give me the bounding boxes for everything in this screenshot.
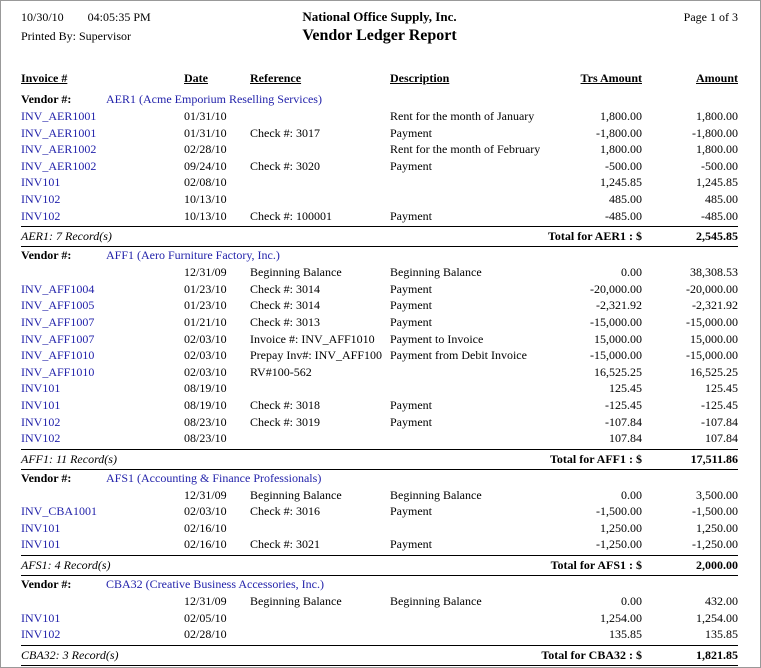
- invoice-link: [21, 264, 184, 281]
- total-label: Total for CBA32 : $: [541, 647, 642, 662]
- cell-trs-amount: 1,800.00: [600, 109, 642, 123]
- invoice-link[interactable]: INV102: [21, 627, 61, 642]
- table-row: [21, 593, 738, 610]
- cell-amount: 432.00: [705, 594, 738, 609]
- total-amount: 17,511.86: [690, 451, 738, 466]
- cell-reference: Check #: 3013: [250, 314, 320, 329]
- cell-date: 02/16/10: [184, 520, 227, 535]
- cell-description: Payment: [390, 504, 432, 519]
- cell-description: Payment: [390, 125, 432, 140]
- invoice-link[interactable]: INV_AFF1007: [21, 331, 95, 346]
- cell-trs-amount: 16,525.25: [594, 364, 642, 379]
- cell-amount: -15,000.00: [686, 314, 738, 329]
- cell-amount: -20,000.00: [686, 281, 738, 296]
- cell-date: 01/23/10: [184, 281, 227, 296]
- cell-date: 02/03/10: [184, 504, 227, 519]
- table-row: [21, 331, 738, 348]
- cell-description: Payment to Invoice: [390, 331, 484, 346]
- cell-trs-amount: 485.00: [609, 191, 642, 206]
- cell-trs-amount: -125.45: [605, 397, 642, 412]
- cell-description: Beginning Balance: [390, 594, 482, 609]
- vendor-name-link[interactable]: CBA32 (Creative Business Accessories, Inc.): [106, 577, 324, 592]
- cell-date: 02/03/10: [184, 331, 227, 346]
- table-row: [21, 503, 738, 520]
- cell-trs-amount: -20,000.00: [590, 281, 642, 296]
- cell-trs-amount: -15,000.00: [590, 348, 642, 363]
- invoice-link[interactable]: INV_AER1002: [21, 142, 97, 157]
- record-count: AER1: 7 Record(s): [21, 229, 112, 244]
- invoice-link[interactable]: INV102: [21, 191, 61, 206]
- table-row: [21, 430, 738, 447]
- table-row: [21, 380, 738, 397]
- table-row: [21, 414, 738, 431]
- table-row: [21, 364, 738, 381]
- cell-amount: -1,500.00: [692, 504, 738, 519]
- total-amount: 2,000.00: [696, 558, 738, 573]
- cell-reference: Invoice #: INV_AFF1010: [250, 331, 375, 346]
- table-row: [21, 536, 738, 553]
- cell-trs-amount: 15,000.00: [594, 331, 642, 346]
- total-label: Total for AFS1 : $: [550, 558, 642, 573]
- invoice-link[interactable]: INV101: [21, 610, 61, 625]
- invoice-link[interactable]: INV101: [21, 175, 61, 190]
- cell-trs-amount: -1,250.00: [596, 537, 642, 552]
- cell-description: [390, 610, 540, 627]
- cell-date: 08/19/10: [184, 397, 227, 412]
- total-label: Total for AFF1 : $: [550, 451, 642, 466]
- cell-date: 08/23/10: [184, 414, 227, 429]
- record-count: CBA32: 3 Record(s): [21, 647, 119, 662]
- cell-trs-amount: -1,500.00: [596, 504, 642, 519]
- cell-date: 02/05/10: [184, 610, 227, 625]
- table-row: [21, 314, 738, 331]
- cell-description: Payment: [390, 397, 432, 412]
- cell-description: [390, 626, 540, 643]
- cell-description: Payment from Debit Invoice: [390, 348, 527, 363]
- vendor-name-link[interactable]: AFS1 (Accounting & Finance Professionals): [106, 470, 322, 485]
- cell-amount: 38,308.53: [690, 265, 738, 280]
- table-row: [21, 108, 738, 125]
- printed-by: Printed By: Supervisor: [21, 29, 131, 43]
- vendor-number-label: Vendor #:: [21, 92, 72, 106]
- cell-trs-amount: -15,000.00: [590, 314, 642, 329]
- cell-reference: Check #: 3016: [250, 504, 320, 519]
- cell-amount: -485.00: [701, 208, 738, 223]
- cell-date: 08/23/10: [184, 431, 227, 446]
- cell-amount: -107.84: [701, 414, 738, 429]
- vendor-section: [21, 247, 738, 470]
- cell-reference: [250, 191, 390, 208]
- cell-amount: 1,250.00: [696, 520, 738, 535]
- cell-trs-amount: 125.45: [609, 381, 642, 396]
- cell-date: 10/13/10: [184, 208, 227, 223]
- cell-amount: -1,800.00: [692, 125, 738, 140]
- cell-trs-amount: 1,254.00: [600, 610, 642, 625]
- cell-description: Rent for the month of January: [390, 109, 535, 123]
- table-row: [21, 208, 738, 225]
- cell-amount: -1,250.00: [692, 537, 738, 552]
- cell-description: Payment: [390, 537, 432, 552]
- col-header-reference: Reference: [250, 71, 302, 85]
- cell-description: [390, 380, 540, 397]
- cell-amount: -2,321.92: [692, 298, 738, 313]
- invoice-link[interactable]: INV102: [21, 431, 61, 446]
- invoice-link[interactable]: INV101: [21, 537, 61, 552]
- cell-amount: 485.00: [705, 191, 738, 206]
- cell-description: [390, 191, 540, 208]
- invoice-link[interactable]: INV101: [21, 397, 61, 412]
- cell-date: 08/19/10: [184, 381, 227, 396]
- cell-date: 01/31/10: [184, 125, 227, 140]
- cell-date: 02/28/10: [184, 142, 227, 157]
- cell-reference: Check #: 3020: [250, 158, 320, 173]
- table-row: [21, 610, 738, 627]
- cell-amount: 107.84: [705, 431, 738, 446]
- cell-date: 12/31/09: [184, 265, 227, 280]
- cell-date: 02/03/10: [184, 364, 227, 379]
- cell-date: 12/31/09: [184, 487, 227, 502]
- total-label: Total for AER1 : $: [547, 229, 642, 244]
- cell-trs-amount: 0.00: [621, 265, 642, 280]
- invoice-link[interactable]: INV_AFF1007: [21, 314, 95, 329]
- cell-reference: Beginning Balance: [250, 265, 342, 280]
- cell-reference: [250, 430, 390, 447]
- page-number: Page 1 of 3: [683, 10, 738, 24]
- col-header-date: Date: [184, 71, 208, 85]
- cell-amount: 135.85: [705, 627, 738, 642]
- invoice-link[interactable]: INV_AFF1005: [21, 298, 95, 313]
- cell-date: 02/03/10: [184, 348, 227, 363]
- cell-date: 02/16/10: [184, 537, 227, 552]
- table-row: [21, 626, 738, 643]
- cell-trs-amount: -1,800.00: [596, 125, 642, 140]
- cell-reference: Prepay Inv#: INV_AFF100: [250, 348, 382, 363]
- cell-description: Payment: [390, 314, 432, 329]
- total-amount: 1,821.85: [696, 647, 738, 662]
- col-header-description: Description: [390, 71, 450, 85]
- cell-amount: 125.45: [705, 381, 738, 396]
- record-count: AFS1: 4 Record(s): [21, 558, 111, 573]
- column-header-row: [21, 69, 738, 87]
- cell-reference: Check #: 100001: [250, 208, 332, 223]
- cell-description: Beginning Balance: [390, 265, 482, 280]
- cell-date: 01/21/10: [184, 314, 227, 329]
- invoice-link[interactable]: INV_AER1001: [21, 109, 97, 123]
- invoice-link[interactable]: INV102: [21, 208, 61, 223]
- cell-amount: 15,000.00: [690, 331, 738, 346]
- cell-date: 10/13/10: [184, 191, 227, 206]
- cell-reference: [250, 380, 390, 397]
- table-row: [21, 487, 738, 504]
- vendor-number-label: Vendor #:: [21, 470, 72, 485]
- cell-reference: Check #: 3019: [250, 414, 320, 429]
- vendor-name-link[interactable]: AFF1 (Aero Furniture Factory, Inc.): [106, 248, 280, 263]
- vendor-number-label: Vendor #:: [21, 577, 72, 592]
- table-row: [21, 397, 738, 414]
- cell-description: Payment: [390, 208, 432, 223]
- cell-trs-amount: 0.00: [621, 594, 642, 609]
- report-date: 10/30/10: [21, 10, 64, 24]
- cell-reference: [250, 108, 390, 125]
- cell-amount: -15,000.00: [686, 348, 738, 363]
- report-title: Vendor Ledger Report: [302, 27, 457, 44]
- cell-date: 01/23/10: [184, 298, 227, 313]
- cell-trs-amount: -485.00: [605, 208, 642, 223]
- vendor-section: [21, 91, 738, 247]
- report-body: [21, 91, 738, 666]
- vendor-header-row: [21, 576, 738, 593]
- invoice-link[interactable]: INV_CBA1001: [21, 504, 98, 519]
- invoice-link[interactable]: INV_AFF1004: [21, 281, 95, 296]
- cell-trs-amount: -2,321.92: [596, 298, 642, 313]
- table-row: [21, 264, 738, 281]
- cell-description: Payment: [390, 414, 432, 429]
- vendor-header-row: [21, 470, 738, 487]
- cell-amount: 1,800.00: [696, 142, 738, 157]
- cell-trs-amount: -107.84: [605, 414, 642, 429]
- cell-description: Payment: [390, 158, 432, 173]
- vendor-header-row: [21, 91, 738, 108]
- invoice-link[interactable]: INV_AFF1010: [21, 364, 95, 379]
- cell-trs-amount: -500.00: [605, 158, 642, 173]
- cell-description: Beginning Balance: [390, 487, 482, 502]
- invoice-link: [21, 593, 184, 610]
- cell-reference: Check #: 3021: [250, 537, 320, 552]
- invoice-link[interactable]: INV102: [21, 414, 61, 429]
- cell-date: 01/31/10: [184, 109, 227, 123]
- table-row: [21, 174, 738, 191]
- vendor-section: [21, 576, 738, 666]
- cell-amount: -500.00: [701, 158, 738, 173]
- cell-reference: [250, 520, 390, 537]
- cell-reference: [250, 626, 390, 643]
- cell-description: [390, 174, 540, 191]
- vendor-number-label: Vendor #:: [21, 248, 72, 263]
- table-row: [21, 158, 738, 175]
- invoice-link[interactable]: INV101: [21, 520, 61, 535]
- cell-reference: Check #: 3014: [250, 298, 320, 313]
- cell-reference: Beginning Balance: [250, 487, 342, 502]
- cell-reference: Check #: 3017: [250, 125, 320, 140]
- table-row: [21, 141, 738, 158]
- invoice-link: [21, 487, 184, 504]
- cell-trs-amount: 135.85: [609, 627, 642, 642]
- cell-trs-amount: 1,250.00: [600, 520, 642, 535]
- invoice-link[interactable]: INV_AFF1010: [21, 348, 95, 363]
- cell-description: [390, 520, 540, 537]
- col-header-trs-amount: Trs Amount: [580, 71, 642, 85]
- cell-description: [390, 364, 540, 381]
- cell-date: 09/24/10: [184, 158, 227, 173]
- cell-reference: [250, 174, 390, 191]
- cell-amount: 3,500.00: [696, 487, 738, 502]
- vendor-name-link[interactable]: AER1 (Acme Emporium Reselling Services): [106, 92, 322, 106]
- cell-date: 02/08/10: [184, 175, 227, 190]
- cell-trs-amount: 1,800.00: [600, 142, 642, 157]
- cell-reference: RV#100-562: [250, 364, 312, 379]
- cell-description: Rent for the month of February: [390, 142, 540, 157]
- table-row: [21, 520, 738, 537]
- report-time: 04:05:35 PM: [87, 10, 151, 24]
- vendor-section: [21, 470, 738, 576]
- company-name: National Office Supply, Inc.: [302, 9, 457, 24]
- table-row: [21, 347, 738, 364]
- cell-date: 02/28/10: [184, 627, 227, 642]
- cell-trs-amount: 107.84: [609, 431, 642, 446]
- cell-amount: 1,800.00: [696, 109, 738, 123]
- record-count: AFF1: 11 Record(s): [21, 451, 117, 466]
- cell-reference: Check #: 3014: [250, 281, 320, 296]
- cell-amount: 16,525.25: [690, 364, 738, 379]
- cell-reference: Beginning Balance: [250, 594, 342, 609]
- cell-amount: 1,245.85: [696, 175, 738, 190]
- report-header-row1: [21, 9, 738, 25]
- section-total-row: [21, 226, 738, 247]
- invoice-link[interactable]: INV101: [21, 381, 61, 396]
- table-row: [21, 125, 738, 142]
- section-total-row: [21, 555, 738, 576]
- vendor-header-row: [21, 247, 738, 264]
- cell-description: [390, 430, 540, 447]
- cell-reference: [250, 610, 390, 627]
- invoice-link[interactable]: INV_AER1002: [21, 158, 97, 173]
- cell-amount: -125.45: [701, 397, 738, 412]
- total-amount: 2,545.85: [696, 229, 738, 244]
- cell-description: Payment: [390, 298, 432, 313]
- invoice-link[interactable]: INV_AER1001: [21, 125, 97, 140]
- cell-trs-amount: 0.00: [621, 487, 642, 502]
- table-row: [21, 281, 738, 298]
- section-total-row: [21, 449, 738, 470]
- cell-reference: [250, 141, 390, 158]
- col-header-amount: Amount: [695, 71, 738, 85]
- cell-reference: Check #: 3018: [250, 397, 320, 412]
- header-datetime: [21, 10, 302, 25]
- report-header-row2: [21, 27, 738, 45]
- cell-amount: 1,254.00: [696, 610, 738, 625]
- cell-trs-amount: 1,245.85: [600, 175, 642, 190]
- col-header-invoice: Invoice #: [21, 71, 68, 85]
- cell-date: 12/31/09: [184, 594, 227, 609]
- table-row: [21, 297, 738, 314]
- cell-description: Payment: [390, 281, 432, 296]
- table-row: [21, 191, 738, 208]
- section-total-row: [21, 645, 738, 666]
